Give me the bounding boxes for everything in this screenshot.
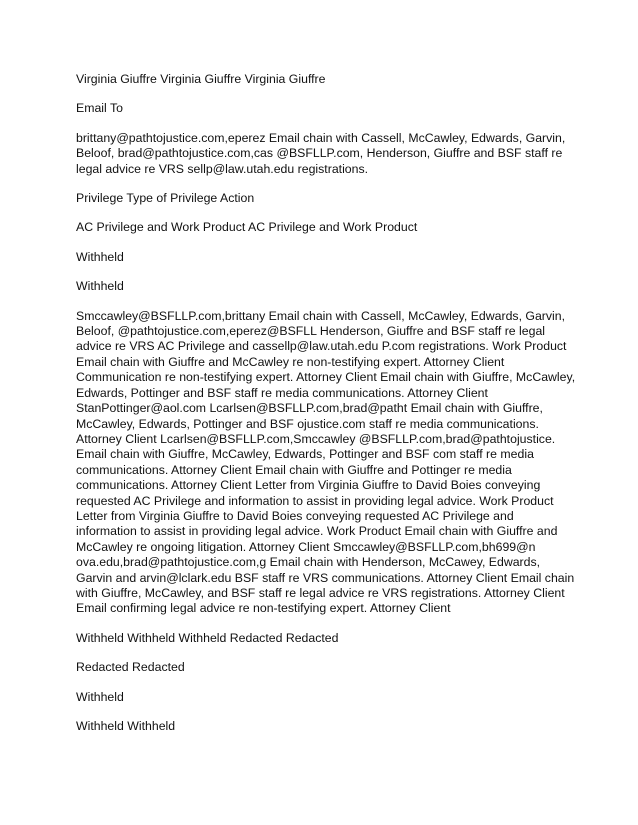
redacted-line: Redacted Redacted [76, 660, 185, 675]
names-line: Virginia Giuffre Virginia Giuffre Virginia Giuffre [76, 72, 326, 86]
privilege-log-body: Smccawley@BSFLLP.com,brittany Email chain with Cassell, McCawley, Edwards, Garvin, Beloof, @pathtojustice.com,eperez@BSFLL Henderson, Giuffre and BSF staff re legal advice re VRS AC Privilege and cassellp@law.utah.edu P.com registrations. Work Product Email chain with Giuffre and McCawley re non-testifying expert. Attorney Client Communication re non-testifying expert. Attorney Client Email chain with Giuffre, McCawley, Edwards, Pottinger and BSF staff re media communications. Attorney Client StanPottinger@aol.com Lcarlsen@BSFLLP.com,brad@patht Email chain with Giuffre, McCawley, Edwards, Pottinger and BSF ojustice.com staff re media communications. Attorney Client Lcarlsen@BSFLLP.com,Smccawley @BSFLLP.com,brad@pathtojustice. Email chain with Giuffre, McCawley, Edwards, Pottinger and BSF com staff re media communications. Attorney Client Email chain with Giuffre and Pottinger re media communications. Attorney Client Letter from Virginia Giuffre to David Boies conveying requested AC Privilege and information to assist in providing legal advice. Work Product Letter from Virginia Giuffre to David Boies conveying requested AC Privilege and information to assist in providing legal advice. Work Product Email chain with Giuffre and McCawley re ongoing litigation. Attorney Client Smccawley@BSFLLP.com,bh699@n ova.edu,brad@pathtojustice.com,g Email chain with Henderson, McCawey, Edwards, Garvin and arvin@lclark.edu BSF staff re VRS communications. Attorney Client Email chain with Giuffre, McCawley, and BSF staff re legal advice re VRS registrations. Attorney Client Email confirming legal advice re non-testifying expert. Attorney Client [76, 308, 576, 616]
action-summary-line: Withheld Withheld Withheld Redacted Redacted [76, 630, 339, 645]
withheld-line-3: Withheld [76, 689, 124, 704]
withheld-line-1: Withheld [76, 249, 124, 264]
withheld-line-2: Withheld [76, 279, 124, 294]
email-chain-paragraph: brittany@pathtojustice.com,eperez Email chain with Cassell, McCawley, Edwards, Garvin, Beloof, brad@pathtojustice.com,cas @BSFLLP.com, Henderson, Giuffre and BSF staff re legal advice re VRS sellp@law.utah.edu registrations. [76, 130, 566, 176]
privilege-type-heading: Privilege Type of Privilege Action [76, 191, 255, 206]
email-to-heading: Email To [76, 101, 123, 116]
document-page [76, 72, 576, 734]
privilege-types-line: AC Privilege and Work Product AC Privilege and Work Product [76, 220, 418, 235]
withheld-line-4: Withheld Withheld [76, 719, 176, 733]
